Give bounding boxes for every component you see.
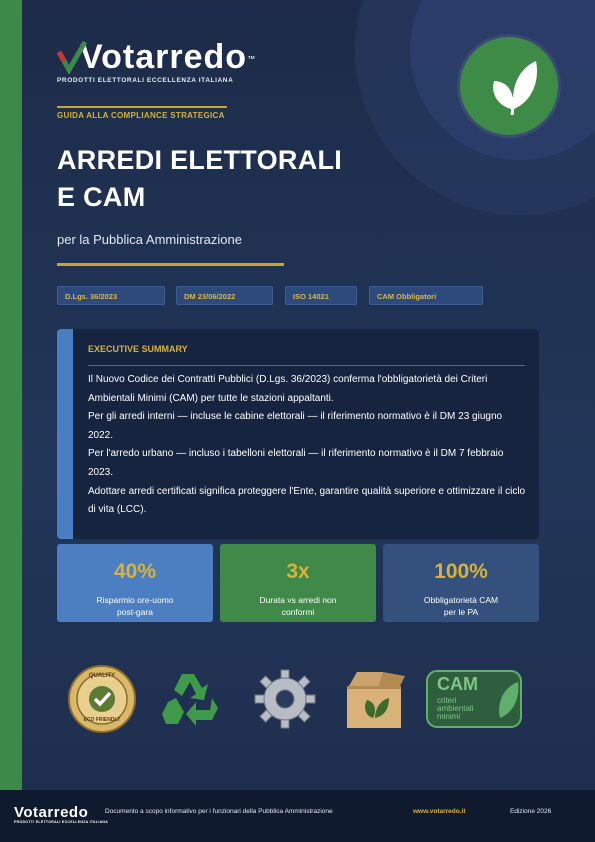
stat-label-line: post-gara — [117, 607, 153, 617]
stat-value: 40% — [113, 560, 157, 583]
stat-card-durability — [220, 544, 376, 622]
title-line-2: E CAM — [57, 182, 146, 212]
summary-body — [88, 371, 528, 520]
stat-label — [220, 594, 376, 618]
summary-paragraph: Adottare arredi certificati significa proteggere l'Ente, garantire qualità superiore e ottimizzare il ciclo di vita (LCC). — [88, 485, 526, 516]
summary-title: EXECUTIVE SUMMARY — [88, 344, 188, 354]
summary-accent — [57, 329, 73, 539]
eyebrow-text: GUIDA ALLA COMPLIANCE STRATEGICA — [57, 111, 225, 120]
summary-rule — [88, 365, 525, 366]
quality-seal-icon — [67, 664, 137, 739]
footer-logo — [14, 804, 108, 824]
stat-label — [383, 594, 539, 618]
summary-paragraph: Per gli arredi interni — incluse le cabine elettorali — il riferimento normativo è il DM 23 giugno 2022. — [88, 411, 503, 441]
stat-label-line: Durata vs arredi non — [259, 595, 337, 605]
eyebrow-rule — [57, 106, 227, 108]
cam-badge-line: ambientali — [437, 704, 474, 713]
footer-wordmark: Votarredo — [14, 804, 89, 821]
seal-bottom-text: ECO FRIENDLY — [83, 717, 121, 723]
trademark-symbol: ™ — [247, 54, 256, 64]
stat-label-line: per le PA — [443, 607, 479, 617]
footer-edition: Edizione 2026 — [510, 808, 552, 815]
stat-label-line: conformi — [281, 607, 315, 617]
title-line-1: ARREDI ELETTORALI — [57, 145, 343, 175]
stat-label-line: Obbligatorietà CAM — [423, 595, 499, 605]
stat-card-mandatory — [383, 544, 539, 622]
stat-value: 100% — [434, 560, 488, 583]
check-icon — [57, 40, 87, 74]
summary-paragraph: Per l'arredo urbano — incluso i tabelloni elettorali — il riferimento normativo è il DM 7 febbraio 2023. — [88, 448, 504, 478]
tag-cam: CAM Obbligatori — [369, 286, 483, 305]
stat-value: 3x — [286, 560, 310, 583]
seal-top-text: QUALITY — [88, 673, 116, 679]
footer-note: Documento a scopo informativo per i funzionari della Pubblica Amministrazione — [105, 808, 333, 815]
recycle-icon — [160, 668, 224, 735]
stat-label-line: Risparmio ore-uomo — [96, 595, 174, 605]
stat-label — [57, 594, 213, 618]
executive-summary — [57, 329, 539, 539]
footer-tagline: PRODOTTI ELETTORALI ECCELLENZA ITALIANA — [14, 820, 109, 824]
gear-icon — [253, 668, 317, 735]
footer-website-link[interactable]: www.votarredo.it — [413, 808, 466, 815]
green-side-bar — [0, 0, 22, 842]
page-footer — [0, 790, 595, 842]
tag-dm: DM 23/06/2022 — [176, 286, 273, 305]
tag-dlgs: D.Lgs. 36/2023 — [57, 286, 165, 305]
leaf-icon — [460, 37, 558, 135]
page-subtitle: per la Pubblica Amministrazione — [57, 232, 242, 247]
stat-card-savings — [57, 544, 213, 622]
brand-logo — [57, 38, 255, 84]
cam-badge-line: criteri — [437, 696, 457, 705]
cam-badge-text — [437, 697, 473, 721]
cam-badge-title: CAM — [437, 674, 478, 694]
eco-box-icon — [343, 668, 409, 735]
tag-iso: ISO 14021 — [285, 286, 357, 305]
logo-tagline: PRODOTTI ELETTORALI ECCELLENZA ITALIANA — [57, 77, 234, 84]
cam-badge-line: minimi — [437, 712, 461, 721]
title-divider — [57, 263, 284, 266]
cam-badge-icon — [426, 670, 522, 733]
page-title — [57, 142, 342, 216]
summary-paragraph: Il Nuovo Codice dei Contratti Pubblici (D.Lgs. 36/2023) conferma l'obbligatorietà dei Criteri Ambientali Minimi (CAM) per tutte le stazioni appaltanti. — [88, 374, 488, 404]
logo-wordmark: Votarredo — [80, 38, 248, 76]
